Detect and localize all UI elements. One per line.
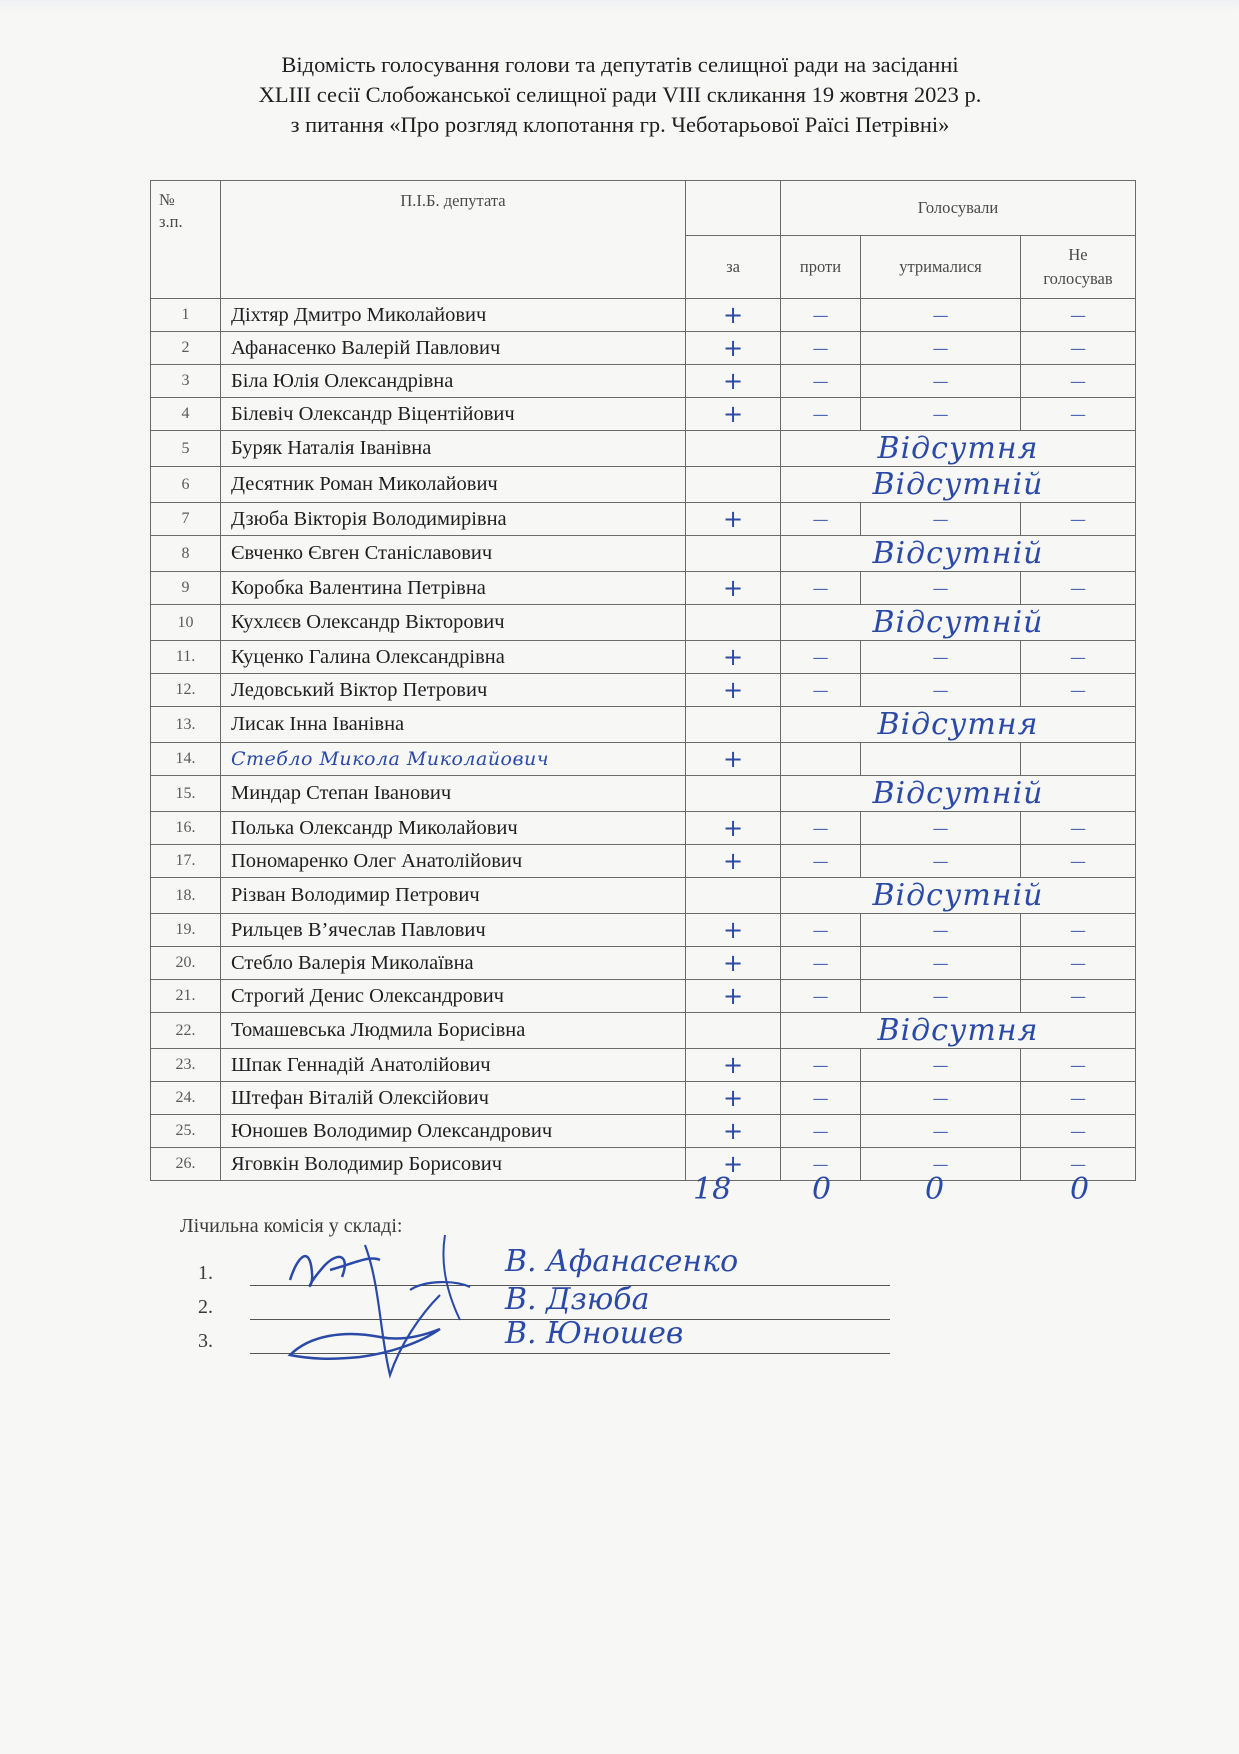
vote-not-voted: —	[1021, 299, 1136, 332]
vote-abstained: —	[861, 674, 1021, 707]
vote-for: +	[686, 845, 781, 878]
vote-for: +	[686, 947, 781, 980]
vote-against: —	[781, 1049, 861, 1082]
vote-abstained: —	[861, 1148, 1021, 1181]
deputy-name: Стебло Микола Миколайович	[221, 743, 686, 776]
row-number: 24.	[151, 1082, 221, 1115]
row-number: 20.	[151, 947, 221, 980]
title-line-3: з питання «Про розгляд клопотання гр. Чеботарьової Раїсі Петрівні»	[290, 112, 950, 137]
vote-not-voted: —	[1021, 398, 1136, 431]
signature-2	[365, 1245, 470, 1375]
row-number: 1	[151, 299, 221, 332]
table-row	[151, 1013, 1136, 1049]
commission-member-2: В. Дзюба	[505, 1282, 650, 1317]
row-number: 25.	[151, 1115, 221, 1148]
vote-for	[686, 1013, 781, 1049]
absent-note: Відсутній	[781, 776, 1136, 812]
vote-for	[686, 605, 781, 641]
vote-against: —	[781, 947, 861, 980]
commission-member-3: В. Юношев	[505, 1316, 684, 1351]
vote-not-voted	[1021, 743, 1136, 776]
table-row	[151, 1049, 1136, 1082]
deputy-name: Рильцев В’ячеслав Павлович	[221, 914, 686, 947]
vote-abstained: —	[861, 641, 1021, 674]
vote-for: +	[686, 1049, 781, 1082]
signature-1	[290, 1256, 380, 1286]
deputy-name: Полька Олександр Миколайович	[221, 812, 686, 845]
deputy-name: Ледовський Віктор Петрович	[221, 674, 686, 707]
deputy-name: Юношев Володимир Олександрович	[221, 1115, 686, 1148]
table-row	[151, 1082, 1136, 1115]
row-number: 3	[151, 365, 221, 398]
vote-not-voted: —	[1021, 332, 1136, 365]
vote-for: +	[686, 812, 781, 845]
deputy-name: Коробка Валентина Петрівна	[221, 572, 686, 605]
header-abstained: утрималися	[861, 236, 1021, 299]
table-row	[151, 914, 1136, 947]
absent-note: Відсутній	[781, 605, 1136, 641]
vote-against: —	[781, 1148, 861, 1181]
vote-not-voted: —	[1021, 1082, 1136, 1115]
vote-against: —	[781, 812, 861, 845]
vote-for: +	[686, 503, 781, 536]
table-row	[151, 332, 1136, 365]
deputy-name: Діхтяр Дмитро Миколайович	[221, 299, 686, 332]
absent-note: Відсутня	[781, 431, 1136, 467]
header-number: № з.п.	[151, 181, 221, 299]
commission-label: Лічильна комісія у складі:	[180, 1215, 403, 1237]
vote-for	[686, 878, 781, 914]
vote-not-voted: —	[1021, 572, 1136, 605]
deputy-name: Стебло Валерія Миколаївна	[221, 947, 686, 980]
table-row	[151, 398, 1136, 431]
vote-against: —	[781, 503, 861, 536]
vote-abstained: —	[861, 1115, 1021, 1148]
vote-abstained: —	[861, 1049, 1021, 1082]
header-blank	[686, 181, 781, 236]
deputy-name: Томашевська Людмила Борисівна	[221, 1013, 686, 1049]
vote-not-voted: —	[1021, 914, 1136, 947]
vote-against: —	[781, 332, 861, 365]
row-number: 14.	[151, 743, 221, 776]
vote-abstained: —	[861, 980, 1021, 1013]
row-number: 4	[151, 398, 221, 431]
table-row	[151, 572, 1136, 605]
table-row	[151, 1148, 1136, 1181]
vote-not-voted: —	[1021, 812, 1136, 845]
vote-against	[781, 743, 861, 776]
row-number: 12.	[151, 674, 221, 707]
vote-for: +	[686, 1082, 781, 1115]
row-number: 23.	[151, 1049, 221, 1082]
vote-not-voted: —	[1021, 1049, 1136, 1082]
header-voted: Голосували	[781, 181, 1136, 236]
vote-abstained: —	[861, 812, 1021, 845]
deputy-name: Афанасенко Валерій Павлович	[221, 332, 686, 365]
vote-abstained: —	[861, 845, 1021, 878]
vote-not-voted: —	[1021, 674, 1136, 707]
table-row	[151, 641, 1136, 674]
table-row	[151, 707, 1136, 743]
deputy-name: Кухлєєв Олександр Вікторович	[221, 605, 686, 641]
table-row	[151, 605, 1136, 641]
vote-for: +	[686, 980, 781, 1013]
header-not-voted: Не голосував	[1021, 236, 1136, 299]
vote-abstained	[861, 743, 1021, 776]
vote-for	[686, 431, 781, 467]
vote-abstained: —	[861, 365, 1021, 398]
absent-note: Відсутній	[781, 878, 1136, 914]
row-number: 5	[151, 431, 221, 467]
vote-against: —	[781, 641, 861, 674]
deputy-name: Строгий Денис Олександрович	[221, 980, 686, 1013]
vote-not-voted: —	[1021, 1148, 1136, 1181]
header-for: за	[686, 236, 781, 299]
vote-abstained: —	[861, 332, 1021, 365]
vote-abstained: —	[861, 299, 1021, 332]
table-row	[151, 467, 1136, 503]
commission-num-2: 2.	[198, 1296, 213, 1318]
vote-against: —	[781, 845, 861, 878]
vote-against: —	[781, 674, 861, 707]
table-row	[151, 845, 1136, 878]
deputy-name: Шпак Геннадій Анатолійович	[221, 1049, 686, 1082]
vote-for	[686, 707, 781, 743]
table-row	[151, 878, 1136, 914]
row-number: 15.	[151, 776, 221, 812]
commission-member-1: В. Афанасенко	[505, 1244, 739, 1279]
commission-num-3: 3.	[198, 1330, 213, 1352]
vote-against: —	[781, 299, 861, 332]
row-number: 11.	[151, 641, 221, 674]
table-row	[151, 674, 1136, 707]
handwritten-signatures	[270, 1225, 540, 1400]
title-line-2: XLIII сесії Слобожанської селищної ради VIII скликання 19 жовтня 2023 р.	[258, 82, 982, 107]
vote-not-voted: —	[1021, 845, 1136, 878]
row-number: 19.	[151, 914, 221, 947]
row-number: 7	[151, 503, 221, 536]
row-number: 16.	[151, 812, 221, 845]
vote-against: —	[781, 1115, 861, 1148]
vote-for: +	[686, 914, 781, 947]
row-number: 22.	[151, 1013, 221, 1049]
table-row	[151, 947, 1136, 980]
vote-not-voted: —	[1021, 503, 1136, 536]
vote-for: +	[686, 743, 781, 776]
total-for: 18	[693, 1172, 732, 1207]
deputy-name: Десятник Роман Миколайович	[221, 467, 686, 503]
vote-against: —	[781, 914, 861, 947]
deputy-name: Різван Володимир Петрович	[221, 878, 686, 914]
vote-against: —	[781, 398, 861, 431]
header-name: П.І.Б. депутата	[221, 181, 686, 299]
row-number: 9	[151, 572, 221, 605]
deputy-name: Штефан Віталій Олексійович	[221, 1082, 686, 1115]
table-row	[151, 980, 1136, 1013]
table-row	[151, 743, 1136, 776]
vote-against: —	[781, 980, 861, 1013]
row-number: 8	[151, 536, 221, 572]
vote-abstained: —	[861, 572, 1021, 605]
vote-abstained: —	[861, 398, 1021, 431]
vote-not-voted: —	[1021, 1115, 1136, 1148]
vote-for: +	[686, 332, 781, 365]
row-number: 2	[151, 332, 221, 365]
vote-for: +	[686, 572, 781, 605]
table-row	[151, 503, 1136, 536]
row-number: 13.	[151, 707, 221, 743]
table-row	[151, 431, 1136, 467]
table-row	[151, 812, 1136, 845]
table-row	[151, 299, 1136, 332]
total-not-voted: 0	[1070, 1172, 1090, 1207]
deputy-name: Дзюба Вікторія Володимирівна	[221, 503, 686, 536]
vote-for	[686, 536, 781, 572]
row-number: 26.	[151, 1148, 221, 1181]
absent-note: Відсутня	[781, 1013, 1136, 1049]
header-against: проти	[781, 236, 861, 299]
deputy-name: Білевіч Олександр Віцентійович	[221, 398, 686, 431]
vote-for	[686, 776, 781, 812]
vote-for: +	[686, 299, 781, 332]
vote-not-voted: —	[1021, 365, 1136, 398]
document-title	[120, 50, 1120, 140]
vote-abstained: —	[861, 914, 1021, 947]
table-row	[151, 365, 1136, 398]
commission-num-1: 1.	[198, 1262, 213, 1284]
deputy-name: Біла Юлія Олександрівна	[221, 365, 686, 398]
table-body	[151, 299, 1136, 1181]
deputy-name: Яговкін Володимир Борисович	[221, 1148, 686, 1181]
vote-not-voted: —	[1021, 641, 1136, 674]
table-row	[151, 536, 1136, 572]
vote-for: +	[686, 365, 781, 398]
vote-not-voted: —	[1021, 947, 1136, 980]
absent-note: Відсутній	[781, 536, 1136, 572]
vote-against: —	[781, 365, 861, 398]
deputy-name: Пономаренко Олег Анатолійович	[221, 845, 686, 878]
voting-table	[150, 180, 1136, 1181]
deputy-name: Миндар Степан Іванович	[221, 776, 686, 812]
deputy-name: Євченко Євген Станіславович	[221, 536, 686, 572]
deputy-name: Буряк Наталія Іванівна	[221, 431, 686, 467]
vote-against: —	[781, 572, 861, 605]
table-row	[151, 1115, 1136, 1148]
absent-note: Відсутня	[781, 707, 1136, 743]
vote-for: +	[686, 398, 781, 431]
vote-abstained: —	[861, 947, 1021, 980]
deputy-name: Лисак Інна Іванівна	[221, 707, 686, 743]
table-row	[151, 776, 1136, 812]
total-against: 0	[812, 1172, 832, 1207]
vote-not-voted: —	[1021, 980, 1136, 1013]
row-number: 10	[151, 605, 221, 641]
vote-for: +	[686, 1148, 781, 1181]
row-number: 6	[151, 467, 221, 503]
row-number: 18.	[151, 878, 221, 914]
vote-against: —	[781, 1082, 861, 1115]
total-abstained: 0	[925, 1172, 945, 1207]
title-line-1: Відомість голосування голови та депутатів селищної ради на засіданні	[281, 52, 959, 77]
vote-for	[686, 467, 781, 503]
row-number: 21.	[151, 980, 221, 1013]
vote-for: +	[686, 674, 781, 707]
row-number: 17.	[151, 845, 221, 878]
vote-for: +	[686, 1115, 781, 1148]
deputy-name: Куценко Галина Олександрівна	[221, 641, 686, 674]
absent-note: Відсутній	[781, 467, 1136, 503]
vote-abstained: —	[861, 1082, 1021, 1115]
vote-abstained: —	[861, 503, 1021, 536]
signature-3	[290, 1329, 440, 1359]
vote-for: +	[686, 641, 781, 674]
